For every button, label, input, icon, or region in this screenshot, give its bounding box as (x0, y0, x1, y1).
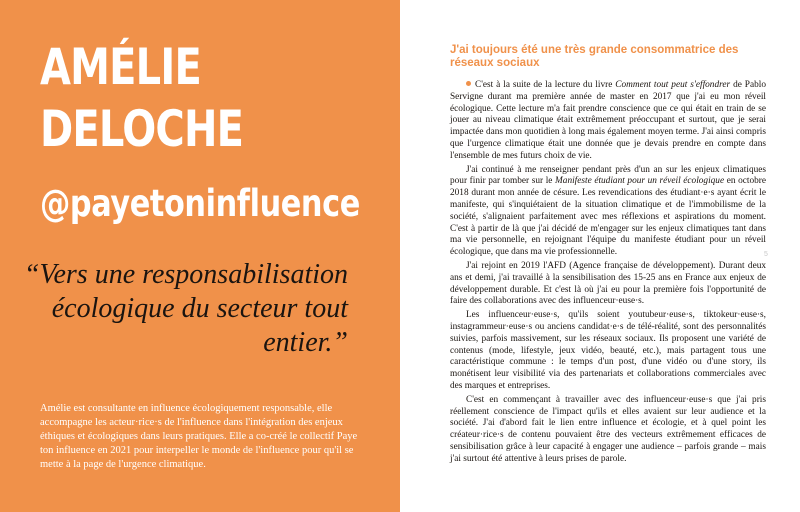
article-body (450, 80, 766, 468)
bullet-icon (466, 81, 471, 86)
author-last-name: DELOCHE (40, 100, 244, 158)
paragraph-3: J'ai rejoint en 2019 l'AFD (Agence française de développement). Durant deux ans et demi, j'ai travaillé à la sensibilisation des 15-25 ans en France aux enjeux de développement durable. Et c'est là où j'ai eu pour la première fois l'opportunité de faire des collaborations avec des influenceur·euse·s. (450, 260, 766, 307)
page-number: 5 (764, 251, 768, 258)
paragraph-4: Les influenceur·euse·s, qu'ils soient youtubeur·euse·s, tiktokeur·euse·s, instagrammeur·euse·s ou anciens candidat·e·s de télé-réalité, sont des personnalités suivies, parfois massivement, sur les réseaux sociaux. Ils proposent une variété de contenus (mode, lifestyle, jeux vidéo, beauté, etc.), mais partagent tous une caractéristique commune : le temps d'un post, d'une vidéo ou d'une story, ils monétisent leur visibilité via des partenariats et collaborations commerciales avec des marques et entreprises. (450, 310, 766, 391)
author-first-name: AMÉLIE (40, 38, 201, 96)
paragraph-1: C'est à la suite de la lecture du livre Comment tout peut s'effondrer de Pablo Servigne durant ma première année de master en 2017 que j'ai eu mon réveil écologique. Cette lecture m'a fait prendre conscience que ce qui était en train de se jouer au niveau climatique était extrêmement préoccupant et surtout, que je serai impactée dans mon quotidien à long mais également moyen terme. J'ai ainsi compris que l'urgence climatique était une donnée que je devais prendre en compte dans l'ensemble de mes futurs choix de vie. (450, 80, 766, 161)
right-page (400, 0, 800, 512)
book-title: Comment tout peut s'effondrer (615, 80, 731, 90)
author-bio: Amélie est consultante en influence écologiquement responsable, elle accompagne les acteur·rice·s de l'influence dans l'intégration des enjeux éthiques et écologiques dans leurs pratiques. Elle a co-créé le collectif Paye ton influence en 2021 pour interpeller le monde de l'influence pour qu'il se mette à la page de l'urgence climatique. (40, 403, 358, 470)
manifesto-title: Manifeste étudiant pour un réveil écologique (555, 176, 725, 187)
paragraph-2: J'ai continué à me renseigner pendant près d'un an sur les enjeux climatiques pour finir par tomber sur le Manifeste étudiant pour un réveil écologique en octobre 2018 durant mon année de césure. Les revendications des étudiant·e·s ayant écrit le manifeste, qui s'inquiétaient de la situation climatique et de l'immobilisme de la société, s'alignaient parfaitement avec mes réflexions et aspirations du moment. C'est à partir de là que j'ai décidé de m'engager sur les enjeux climatiques tant dans ma vie personnelle, en rejoignant l'équipe du manifeste étudiant pour un réveil écologique, que dans ma vie professionnelle. (450, 164, 766, 258)
author-handle: @payetoninfluence (40, 182, 360, 225)
pull-quote: “Vers une responsabilisation écologique du secteur tout entier.” (23, 259, 348, 358)
section-heading: J'ai toujours été une très grande consommatrice des réseaux sociaux (450, 44, 739, 69)
paragraph-5: C'est en commençant à travailler avec des influenceur·euse·s que j'ai pris réellement conscience de l'impact qu'ils et elles avaient sur leur audience et la société. J'ai d'abord fait le lien entre influence et écologie, et à quel point les créateur·rice·s de contenu pouvaient être des vecteurs extrêmement efficaces de sensibilisation grâce à leur capacité à engager une audience – parfois grande – mais j'ai surtout été attentive à leurs prises de parole. (450, 394, 766, 464)
